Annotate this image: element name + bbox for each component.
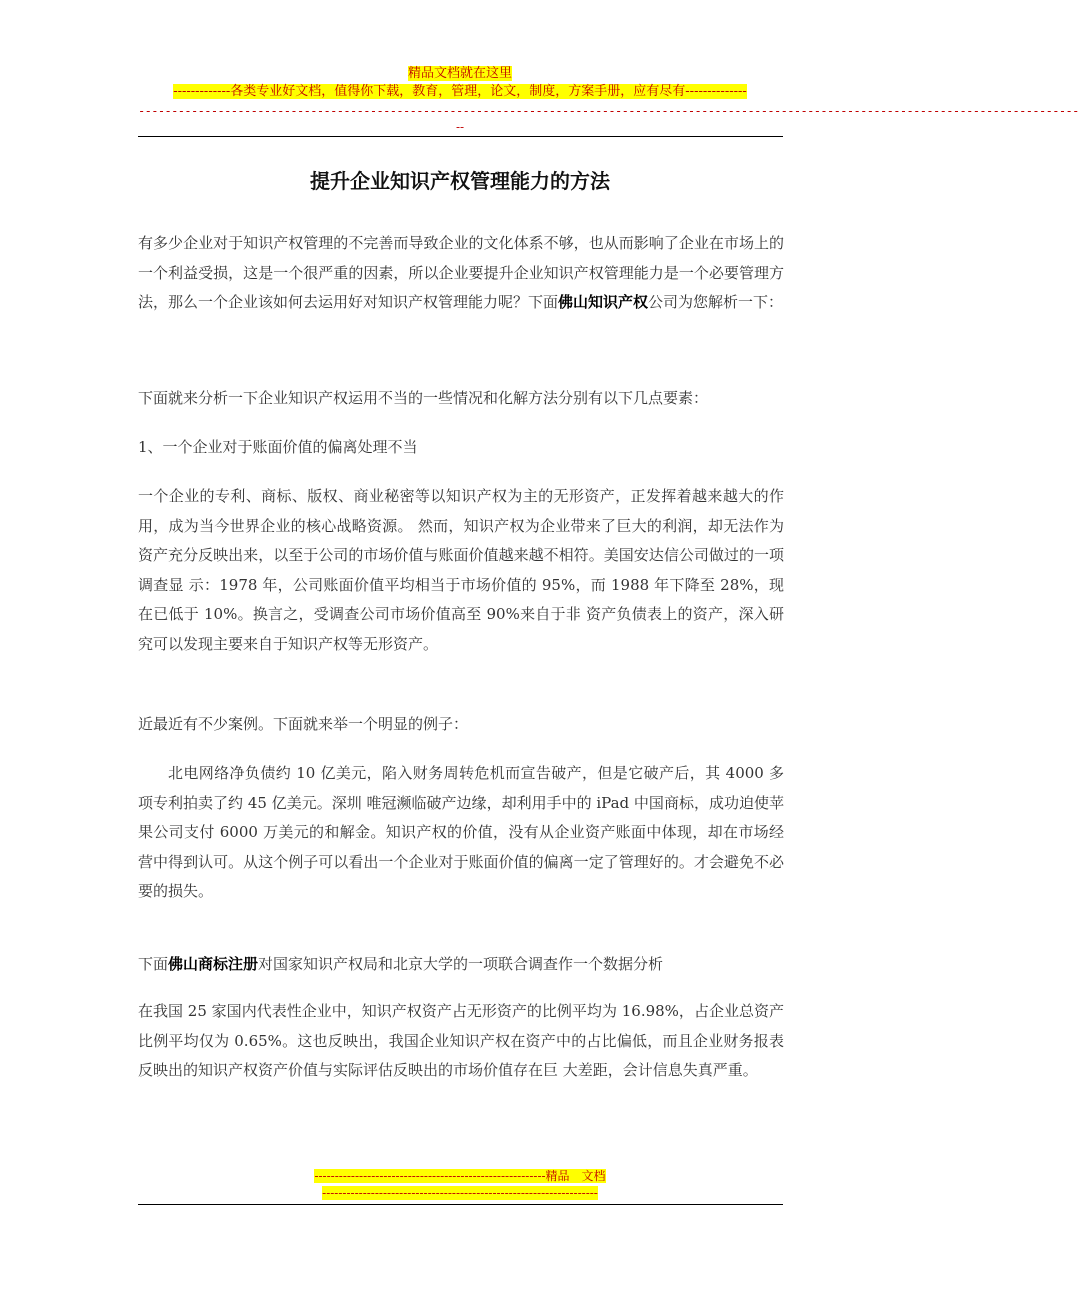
paragraph-case-example: 北电网络净负债约 10 亿美元，陷入财务周转危机而宣告破产，但是它破产后，其 4000 多项专利拍卖了约 45 亿美元。深圳 唯冠濒临破产边缘，却利用手中的 iPad 中国商标，成功迫使苹果公司支付 6000 万美元的和解金。知识产权的价值，没有从企业资产账面中体现，却在市场经 营中得到认可。从这个例子可以看出一个企业对于账面价值的偏离一定了管理好的。才会避免不必要的损失。 — [138, 764, 784, 900]
footer-line-2-text: -------------------------------------------------------------------- — [322, 1186, 598, 1200]
keyword-foshan-trademark: 佛山商标注册 — [168, 955, 259, 973]
header-divider — [138, 136, 783, 137]
paragraph-book-value: 一个企业的专利、商标、版权、商业秘密等以知识产权为主的无形资产，正发挥着越来越大的作用，成为当今世界企业的核心战略资源。 然而，知识产权为企业带来了巨大的利润，却无法作为资产充分反映出来，以至于公司的市场价值与账面价值越来越不相符。美国安达信公司做过的一项调查显 示：1978 年，公司账面价值平均相当于市场价值的 95%，而 1988 年下降至 28%，现在已低于 10%。换言之，受调查公司市场价值高至 90%来自于非 资产负债表上的资产，深入研究可以发现主要来自于知识产权等无形资产。 — [138, 487, 784, 653]
paragraph-cases-intro: 近最近有不少案例。下面就来举一个明显的例子： — [138, 715, 469, 733]
header-tagline-text: 精品文档就在这里 — [407, 66, 512, 81]
header-dash-line: ---------------------------------------------------------------------------------------------------------------------------------------------- — [138, 104, 1079, 118]
section-heading-1: 1、一个企业对于账面价值的偏离处理不当 — [138, 438, 418, 456]
paragraph-survey-intro — [138, 950, 784, 980]
header-tagline — [0, 66, 920, 82]
paragraph-survey-intro-text: 下面 — [138, 955, 169, 973]
footer-line-text: ---------------------------------------------------------精品 文档 — [314, 1169, 606, 1183]
paragraph-overview: 下面就来分析一下企业知识产权运用不当的一些情况和化解方法分别有以下几点要素： — [138, 389, 709, 407]
header-banner-text: -------------各类专业好文档，值得你下载，教育，管理，论文，制度，方案手册，应有尽有-------------- — [173, 84, 747, 99]
paragraph-intro-tail: 公司为您解析一下： — [648, 293, 784, 311]
paragraph-survey-intro-tail: 对国家知识产权局和北京大学的一项联合调查作一个数据分析 — [258, 955, 664, 973]
document-title: 提升企业知识产权管理能力的方法 — [310, 169, 610, 193]
paragraph-intro — [138, 229, 784, 318]
header-banner — [0, 84, 920, 100]
footer-divider — [138, 1204, 783, 1205]
paragraph-survey-data: 在我国 25 家国内代表性企业中，知识产权资产占无形资产的比例平均为 16.98%，占企业总资产比例平均仅为 0.65%。这也反映出，我国企业知识产权在资产中的占比偏低，而且企业财务报表反映出的知识产权资产价值与实际评估反映出的市场价值存在巨 大差距，会计信息失真严重。 — [138, 1002, 784, 1079]
keyword-foshan-ip: 佛山知识产权 — [558, 293, 649, 311]
paragraph-intro-text: 有多少企业对于知识产权管理的不完善而导致企业的文化体系不够，也从而影响了企业在市场上的一个利益受损，这是一个很严重的因素，所以企业要提升企业知识产权管理能力是一个必要管理方法，那么一个企业该如何去运用好对知识产权管理能力呢？下面 — [138, 234, 784, 311]
footer-line — [0, 1168, 920, 1184]
header-dash-tail: -- — [455, 120, 465, 134]
footer-line-2 — [0, 1186, 920, 1200]
